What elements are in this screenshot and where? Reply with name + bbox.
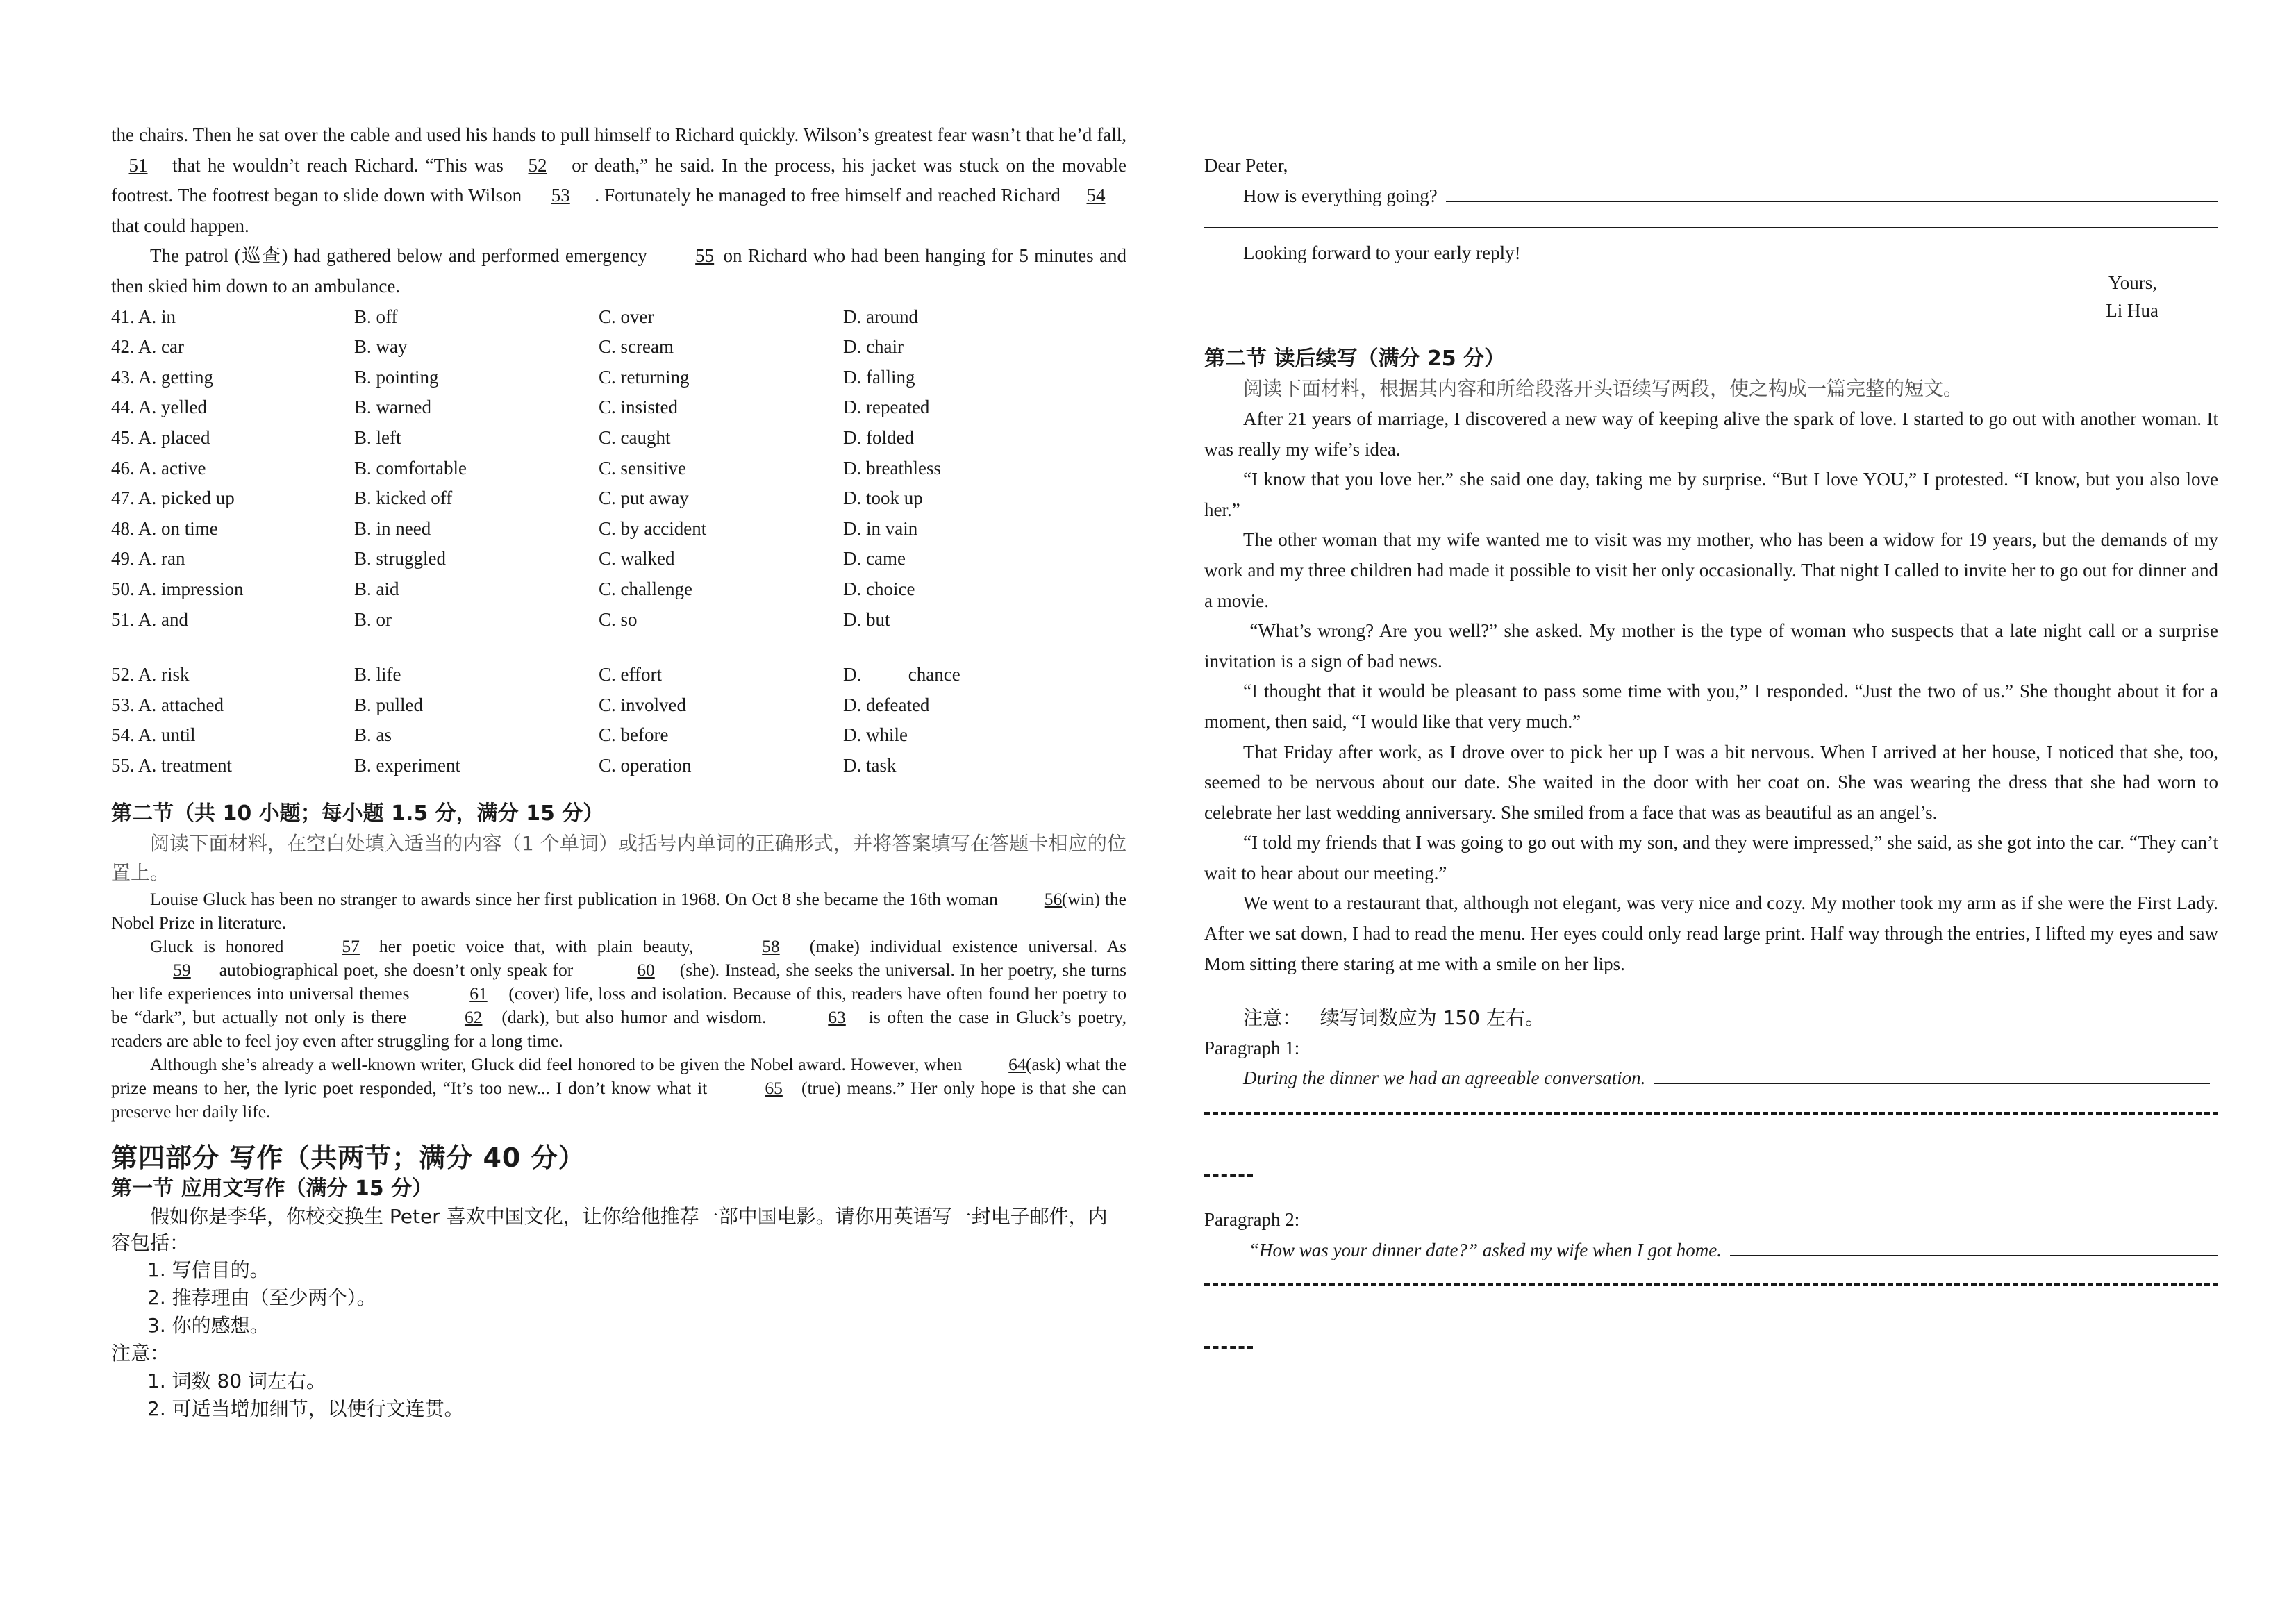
option-row [111,544,1126,574]
passage-text: autobiographical poet, she doesn’t only speak for [214,960,579,981]
letter-signature: Li Hua [2106,299,2158,321]
option-b: B. struggled [354,548,446,569]
option-a: 45. A. placed [111,426,210,448]
cloze-passage-paragraph-2 [111,241,1126,301]
option-c: C. over [599,306,654,327]
option-row [111,574,1126,605]
passage-text: (cover) life, loss and isolation. Because of this, readers have often found her poetry to be “dark”, but actually not only is there [111,983,1127,1028]
grammar-paragraph-3 [111,1053,1126,1124]
story-paragraph: The other woman that my wife wanted me to visit was my mother, who has been a widow for 19 years, but the demands of my work and my three children had made it possible to visit her only occasionally. That night I called to invite her to go out for dinner and a movie. [1204,529,2218,611]
option-c: C. scream [599,336,674,358]
letter-closing: Looking forward to your early reply! [1243,242,1521,264]
option-a: 55. A. treatment [111,754,232,776]
writing-line[interactable] [1446,200,2218,202]
blank-64[interactable]: 64 [1008,1054,1026,1075]
option-c: C. challenge [599,578,692,599]
option-a: 51. A. and [111,608,188,630]
option-d: D. in vain [843,517,918,539]
option-c: C. so [599,608,638,630]
writing-dash-line[interactable] [1204,1094,2218,1133]
option-row [111,363,1126,393]
story-paragraph: That Friday after work, as I drove over to pick her up I was a bit nervous. When I arrived at her house, I noticed that she, too, seemed to be nervous about our date. She waited in the door with her coat on. She was wearing the dress that she had worn to celebrate her last wedding anniversary. She smiled from a face that was as beautiful as an angel’s. [1204,741,2218,823]
passage-text: (win) the Nobel Prize in literature. [111,889,1126,933]
options-table [111,302,1126,781]
story-paragraph: “I thought that it would be pleasant to pass some time with you,” I responded. “Just the two of us.” She thought about it for a moment, then said, “I would like that very much.” [1204,681,2218,732]
passage-text: The patrol (巡查) had gathered below and performed emergency [150,245,654,267]
option-b: B. aid [354,578,399,599]
passage-text: (dark), but also humor and wisdom. [494,1007,774,1028]
option-row [111,392,1126,423]
option-a: 43. A. getting [111,366,213,388]
blank-52[interactable]: 52 [528,154,547,176]
option-d: D. chair [843,336,904,358]
passage-text: (make) individual existence universal. As [799,936,1126,957]
option-row [111,302,1126,333]
option-b: B. in need [354,517,431,539]
option-b: B. comfortable [354,457,467,478]
option-b: B. pulled [354,694,423,715]
paragraph-2-start-text: “How was your dinner date?” asked my wife when I got home. [1249,1239,1722,1260]
continuation-note: 注意： 续写词数应为 150 左右。 [1243,1006,1545,1030]
writing-dash-line[interactable] [1204,1265,2218,1304]
option-row [111,332,1126,363]
requirement-item: 1. 写信目的。 [147,1258,269,1282]
option-b: B. warned [354,397,431,418]
option-b: B. or [354,608,392,630]
option-row [111,453,1126,484]
option-b: B. left [354,426,401,448]
blank-60[interactable]: 60 [637,960,655,981]
option-row [111,751,1126,781]
blank-55[interactable]: 55 [695,245,715,267]
option-b: B. kicked off [354,488,453,509]
blank-53[interactable]: 53 [551,185,570,206]
blank-54[interactable]: 54 [1086,185,1106,206]
paragraph-1-start-text: During the dinner we had an agreeable conversation. [1243,1067,1646,1089]
option-a: 54. A. until [111,724,196,746]
continuation-heading: 第二节 读后续写（满分 25 分） [1204,346,1506,371]
writing-requirements [111,1256,1126,1340]
option-c: C. effort [599,664,662,685]
paragraph-2-start [1204,1235,2218,1266]
option-b: B. pointing [354,366,439,388]
option-d: D. choice [843,578,915,599]
option-d: D. came [843,548,906,569]
story-paragraph: After 21 years of marriage, I discovered a new way of keeping alive the spark of love. I started to go out with another woman. It was really my wife’s idea. [1204,408,2218,460]
blank-57[interactable]: 57 [342,936,360,957]
option-row [111,720,1126,751]
blank-58[interactable]: 58 [762,936,780,957]
letter-yours: Yours, [2108,272,2157,293]
passage-text: . Fortunately he managed to free himself and reached Richard [594,185,1065,206]
option-d: D. repeated [843,397,930,418]
writing-line[interactable] [1204,226,2218,228]
option-c: C. by accident [599,517,707,539]
passage-text: (ask) what the prize means to her, the lyric poet responded, “It’s too new... I don’t know what it [111,1054,1126,1099]
option-row [111,483,1126,514]
option-c: C. caught [599,426,671,448]
paragraph-1-label: Paragraph 1: [1204,1037,1300,1058]
grammar-paragraph-1 [111,888,1126,935]
story-paragraph: “What’s wrong? Are you well?” she asked. My mother is the type of woman who suspects that a late night call or a surprise invitation is a sign of bad news. [1204,620,2223,672]
option-d: D. defeated [843,694,930,715]
option-a: 50. A. impression [111,578,244,599]
option-row [111,690,1126,721]
writing-section-1-heading: 第一节 应用文写作（满分 15 分） [111,1176,433,1201]
option-a: 52. A. risk [111,664,190,685]
passage-text: (she). Instead, she seeks the universal. In her poetry, she turns her life experiences into universal themes [111,960,1126,1004]
option-c: C. put away [599,488,689,509]
left-column [111,120,1126,1423]
option-c: C. sensitive [599,457,686,478]
writing-dash-line[interactable] [1204,1156,1253,1195]
option-b: B. experiment [354,754,460,776]
option-c: C. insisted [599,397,679,418]
writing-prompt: 假如你是李华，你校交换生 Peter 喜欢中国文化，让你给他推荐一部中国电影。请你用英语写一封电子邮件，内容包括： [111,1205,1108,1255]
section-2-instruction: 阅读下面材料，在空白处填入适当的内容（1 个单词）或括号内单词的正确形式，并将答案填写在答题卡相应的位置上。 [111,832,1126,885]
passage-text: that could happen. [111,215,249,236]
option-b: B. as [354,724,392,746]
option-b: B. off [354,306,398,327]
option-a: 48. A. on time [111,517,218,539]
grammar-paragraph-2 [111,935,1126,1053]
blank-62[interactable]: 62 [464,1007,483,1028]
passage-text: Gluck is honored [150,936,294,957]
option-a: 47. A. picked up [111,488,235,509]
story-paragraph: We went to a restaurant that, although not elegant, was very nice and cozy. My mother took my arm as if she were the First Lady. After we sat down, I had to read the menu. Her eyes could only read large print. Half way through the entries, I lifted my eyes and saw Mom sitting there staring at me with a smile on her lips. [1204,892,2218,974]
paragraph-1-start [1204,1063,2218,1094]
writing-dash-line[interactable] [1204,1328,1253,1367]
blank-65[interactable]: 65 [765,1078,783,1099]
option-row [111,423,1126,453]
option-row [111,514,1126,544]
blank-51[interactable]: 51 [128,154,148,176]
note-label: 注意： [111,1342,170,1365]
note-item: 2. 可适当增加细节，以使行文连贯。 [147,1397,464,1421]
option-row [111,605,1126,635]
option-c: C. involved [599,694,686,715]
option-a: 41. A. in [111,306,176,327]
blank-61[interactable]: 61 [469,983,488,1004]
option-c: C. before [599,724,669,746]
blank-56[interactable]: 56 [1044,889,1063,910]
right-column [1204,151,2223,1367]
option-c: C. walked [599,548,675,569]
blank-63[interactable]: 63 [828,1007,846,1028]
passage-text: Louise Gluck has been no stranger to awards since her first publication in 1968. On Oct 8 she became the 16th woman [150,889,1003,910]
passage-text: is often the case in Gluck’s poetry, readers are able to feel joy even after struggling for a long time. [111,1007,1126,1051]
passage-text: on Richard who had been hanging for 5 minutes and then skied him down to an ambulance. [111,245,1127,297]
option-row [111,660,1126,690]
option-d: D. task [843,754,897,776]
option-b: B. way [354,336,408,358]
story-paragraph: “I know that you love her.” she said one day, taking me by surprise. “But I love YOU,” I protested. “I know, but you also love her.” [1204,469,2218,520]
passage-text: (true) means.” Her only hope is that she can preserve her daily life. [111,1078,1126,1122]
option-a: 44. A. yelled [111,397,207,418]
section-2-heading: 第二节（共 10 小题；每小题 1.5 分，满分 15 分） [111,801,604,826]
passage-text: Although she’s already a well-known writer, Gluck did feel honored to be given the Nobel award. However, when [150,1054,967,1075]
part-4-heading: 第四部分 写作（共两节；满分 40 分） [111,1142,585,1174]
option-a: 49. A. ran [111,548,185,569]
option-d: D. folded [843,426,914,448]
note-items [111,1367,1126,1423]
writing-line[interactable] [1730,1254,2218,1256]
requirement-item: 3. 你的感想。 [147,1314,269,1338]
option-a: 42. A. car [111,336,184,358]
option-d: D. but [843,608,890,630]
story-paragraph: “I told my friends that I was going to go out with my son, and they were impressed,” she said, as she got into the car. “They can’t wait to hear about our meeting.” [1204,832,2218,883]
note-item: 1. 词数 80 词左右。 [147,1370,326,1393]
passage-text: her poetic voice that, with plain beauty, [369,936,704,957]
requirement-item: 2. 推荐理由（至少两个）。 [147,1286,376,1310]
option-a: 46. A. active [111,457,206,478]
option-c: C. operation [599,754,692,776]
continuation-instruction: 阅读下面材料，根据其内容和所给段落开头语续写两段，使之构成一篇完整的短文。 [1243,377,1963,401]
passage-text: or death,” he said. In the process, his jacket was stuck on the movable footrest. The footrest began to slide down with Wilson [111,154,1126,206]
letter-opening-text: How is everything going? [1243,185,1438,206]
option-d: D. breathless [843,457,941,478]
story-passage [1204,404,2223,979]
option-d: D. took up [843,488,923,509]
option-d: D. chance [843,664,960,685]
option-a: 53. A. attached [111,694,224,715]
passage-text: the chairs. Then he sat over the cable and used his hands to pull himself to Richard quickly. Wilson’s greatest fear wasn’t that he’d fall, [111,124,1126,145]
cloze-passage-paragraph-1 [111,120,1126,241]
option-c: C. returning [599,366,690,388]
blank-59[interactable]: 59 [173,960,191,981]
paragraph-2-label: Paragraph 2: [1204,1209,1300,1231]
passage-text: that he wouldn’t reach Richard. “This was [165,154,511,176]
option-b: B. life [354,664,401,685]
letter-salutation: Dear Peter, [1204,155,1288,176]
option-d: D. around [843,306,918,327]
writing-line[interactable] [1654,1082,2210,1084]
letter-opening [1204,181,2218,212]
option-d: D. while [843,724,908,746]
option-d: D. falling [843,366,915,388]
